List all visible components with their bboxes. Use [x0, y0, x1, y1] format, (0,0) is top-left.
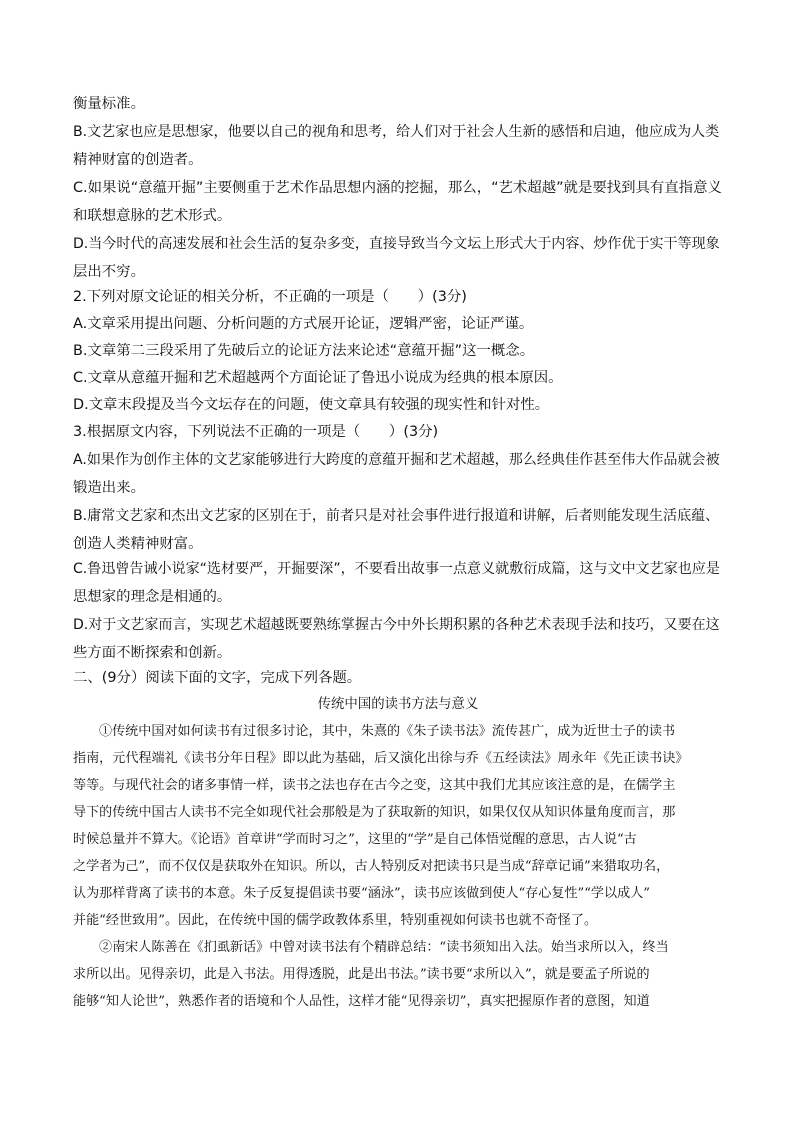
- text-line: 思想家的理念是相通的。: [73, 589, 232, 605]
- q2-option-b: B.文章第二三段采用了先破后立的论证方法来论述“意蕴开掘”这一概念。: [73, 343, 535, 359]
- q2-option-d: D.文章末段提及当今文坛存在的问题，使文章具有较强的现实性和针对性。: [73, 397, 550, 413]
- q1-option-d: D.当今时代的高速发展和社会生活的复杂多变，直接导致当今文坛上形式大于内容、炒作优于实干等现象: [73, 236, 720, 252]
- text-line: 层出不穷。: [73, 264, 145, 280]
- q2-option-a: A.文章采用提出问题、分析问题的方式展开论证，逻辑严密，论证严谨。: [73, 316, 534, 332]
- paragraph-line: 指南，元代程端礼《读书分年日程》即以此为基础，后又演化出徐与乔《五经读法》周永年《先正读书诀》: [73, 751, 689, 766]
- q2-option-c: C.文章从意蕴开掘和艺术超越两个方面论证了鲁迅小说成为经典的根本原因。: [73, 370, 563, 386]
- q3-option-b: B.庸常文艺家和杰出文艺家的区别在于，前者只是对社会事件进行报道和讲解，后者则能发现生活底蕴、: [73, 508, 720, 524]
- paragraph-line: 等等。与现代社会的诸多事情一样，读书之法也存在古今之变，这其中我们尤其应该注意的是，在儒学主: [73, 778, 676, 793]
- text-line: 衡量标准。: [73, 96, 145, 112]
- text-line: 精神财富的创造者。: [73, 152, 203, 168]
- text-line: 和联想意脉的艺术形式。: [73, 208, 232, 224]
- paragraph-line: 导下的传统中国古人读书不完全如现代社会那般是为了获取新的知识，如果仅仅从知识体量角度而言，那: [73, 805, 676, 820]
- paragraph-line: 能够“知人论世”，熟悉作者的语境和个人品性，这样才能“见得亲切”，真实把握原作者的意图，知道: [73, 994, 650, 1009]
- paragraph-line: 时候总量并不算大。《论语》首章讲“学而时习之”，这里的“学”是自己体悟觉醒的意思，古人说“古: [73, 832, 637, 847]
- q3-stem: 3.根据原文内容，下列说法不正确的一项是（ ）(3分): [73, 424, 439, 440]
- text-line: 创造人类精神财富。: [73, 536, 203, 552]
- text-line: 锻造出来。: [73, 480, 145, 496]
- q3-option-a: A.如果作为创作主体的文艺家能够进行大跨度的意蕴开掘和艺术超越，那么经典佳作甚至伟大作品就会被: [73, 452, 720, 468]
- q1-option-b: B.文艺家也应是思想家，他要以自己的视角和思考，给人们对于社会人生新的感悟和启迪，他应成为人类: [73, 124, 720, 140]
- paragraph-line: 求所以出。见得亲切，此是入书法。用得透脱，此是出书法。”读书要“求所以入”，就是要孟子所说的: [73, 967, 650, 982]
- text-line: 些方面不断探索和创新。: [73, 645, 232, 661]
- q2-stem: 2.下列对原文论证的相关分析，不正确的一项是（ ）(3分): [73, 289, 467, 305]
- section-heading: 二、(9分）阅读下面的文字，完成下列各题。: [73, 670, 362, 686]
- paragraph-line: 之学者为己”，而不仅仅是获取外在知识。所以，古人特别反对把读书只是当成“辞章记诵”来猎取功名，: [73, 859, 670, 874]
- paragraph-line: ①传统中国对如何读书有过很多讨论，其中，朱熹的《朱子读书法》流传甚广，成为近世士子的读书: [99, 724, 676, 739]
- q1-option-c: C.如果说“意蕴开掘”主要侧重于艺术作品思想内涵的挖掘，那么，“艺术超越”就是要找到具有直指意义: [73, 180, 722, 196]
- q3-option-d: D.对于文艺家而言，实现艺术超越既要熟练掌握古今中外长期积累的各种艺术表现手法和技巧，又要在这: [73, 617, 720, 633]
- passage-title: 传统中国的读书方法与意义: [317, 697, 479, 712]
- q3-option-c: C.鲁迅曾告诫小说家“选材要严，开掘要深”，不要看出故事一点意义就敷衍成篇，这与文中文艺家也应是: [73, 561, 720, 577]
- paragraph-line: 认为那样背离了读书的本意。朱子反复提倡读书要“涵泳”，读书应该做到使人“存心复性”“学以成人”: [73, 886, 651, 901]
- paragraph-line: 并能“经世致用”。因此，在传统中国的儒学政教体系里，特别重视如何读书也就不奇怪了。: [73, 913, 598, 928]
- paragraph-line: ②南宋人陈善在《扪虱新话》中曾对读书法有个精辟总结：“读书须知出入法。始当求所以入，终当: [99, 940, 669, 955]
